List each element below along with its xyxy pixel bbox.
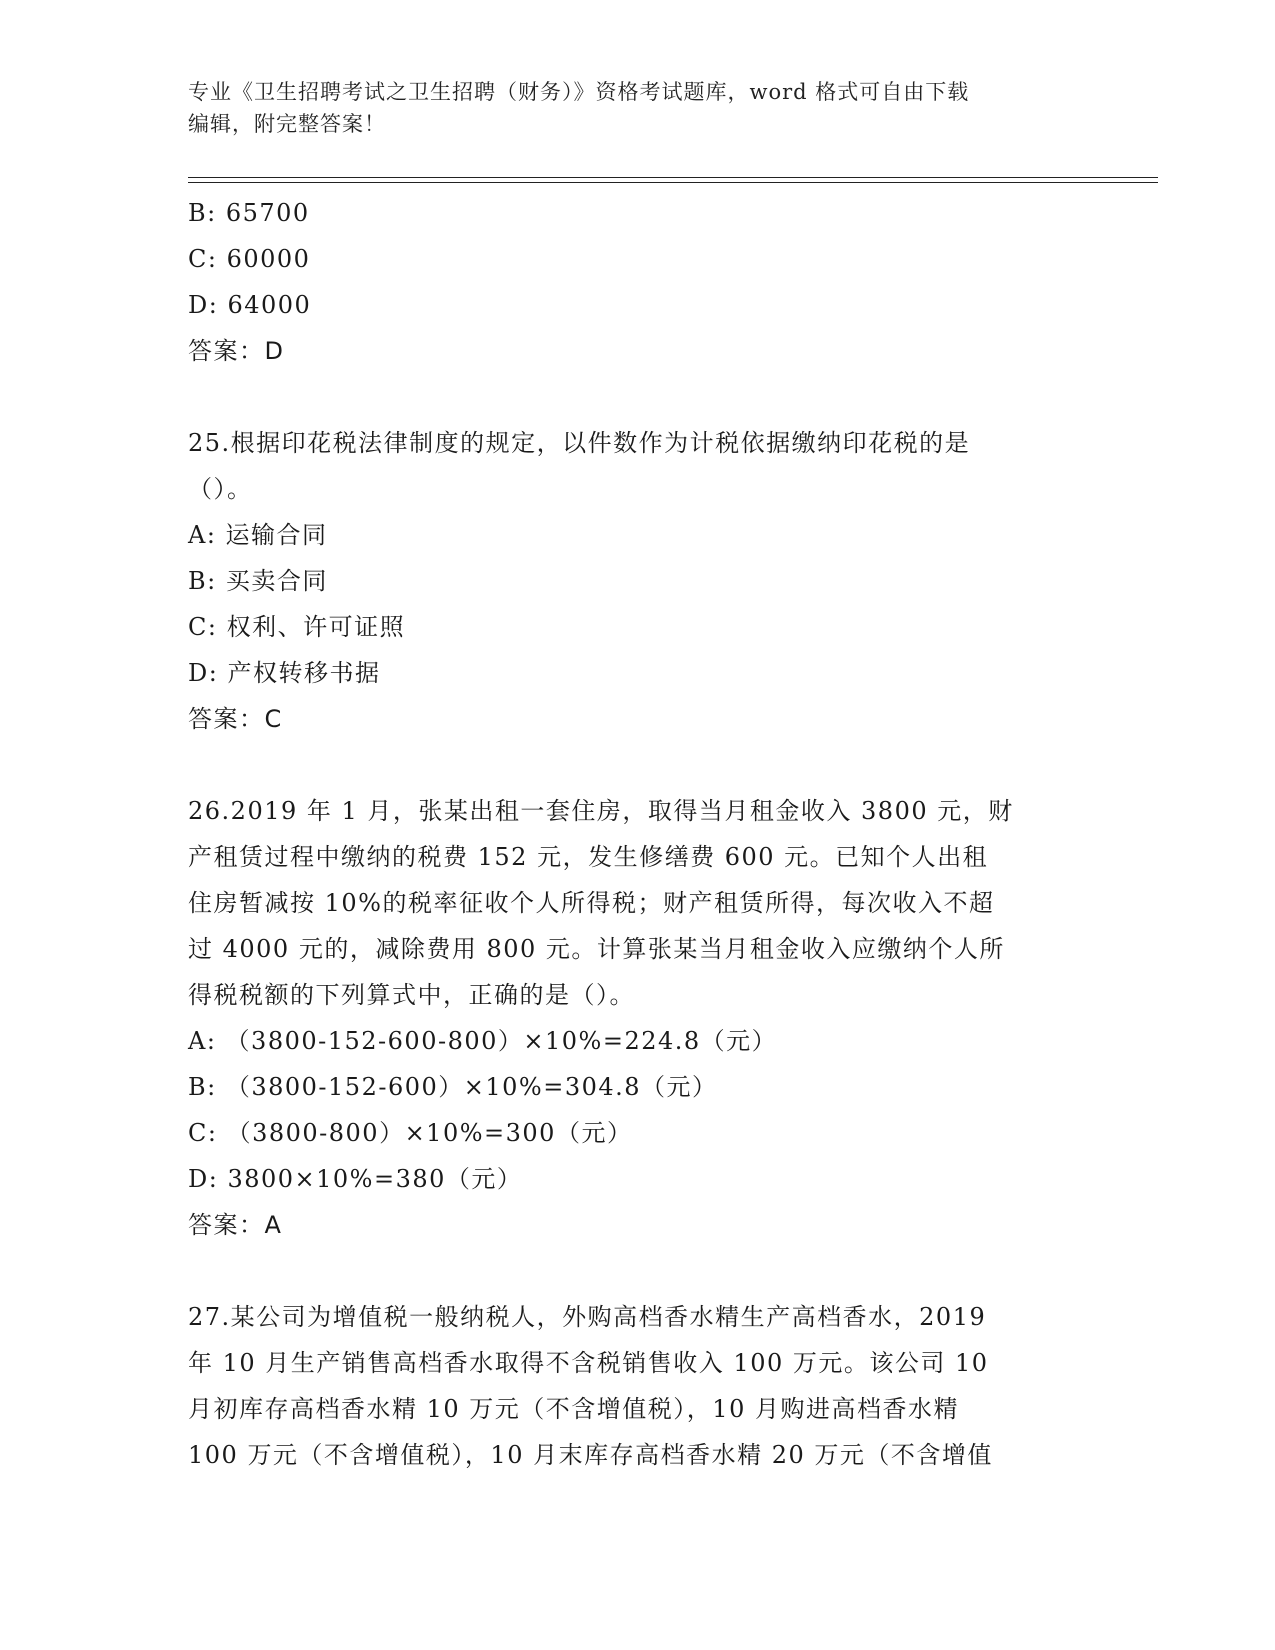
spacer (188, 742, 1088, 788)
q26-stem-line-1: 26.2019 年 1 月，张某出租一套住房，取得当月租金收入 3800 元，财 (188, 797, 1014, 825)
q25-stem-line-1: 25.根据印花税法律制度的规定，以件数作为计税依据缴纳印花税的是 (188, 429, 971, 457)
q25-answer: 答案：C (188, 705, 283, 733)
spacer (188, 374, 1088, 420)
header-line-1: 专业《卫生招聘考试之卫生招聘（财务）》资格考试题库，word 格式可自由下载 (188, 80, 970, 104)
q26-stem-line-3: 住房暂减按 10%的税率征收个人所得税；财产租赁所得，每次收入不超 (188, 889, 995, 917)
document-body (188, 190, 1088, 1478)
q24-option-c: C: 60000 (188, 245, 311, 273)
q26-stem-line-2: 产租赁过程中缴纳的税费 152 元，发生修缮费 600 元。已知个人出租 (188, 843, 989, 871)
q26-option-d: D: 3800×10%=380（元） (188, 1165, 523, 1193)
q25-stem-line-2: （）。 (188, 475, 253, 503)
page-header (188, 76, 1088, 140)
q25-option-a: A: 运输合同 (188, 521, 328, 549)
q26-option-b: B: （3800-152-600）×10%=304.8（元） (188, 1073, 718, 1101)
q27-stem-line-2: 年 10 月生产销售高档香水取得不含税销售收入 100 万元。该公司 10 (188, 1349, 989, 1377)
header-line-2: 编辑，附完整答案！ (188, 112, 386, 136)
q27-stem-line-1: 27.某公司为增值税一般纳税人，外购高档香水精生产高档香水，2019 (188, 1303, 987, 1331)
q27-stem-line-4: 100 万元（不含增值税），10 月末库存高档香水精 20 万元（不含增值 (188, 1441, 993, 1469)
q26-option-c: C: （3800-800）×10%=300（元） (188, 1119, 633, 1147)
q24-option-d: D: 64000 (188, 291, 312, 319)
q25-option-d: D: 产权转移书据 (188, 659, 381, 687)
q25-option-b: B: 买卖合同 (188, 567, 328, 595)
q27-stem-line-3: 月初库存高档香水精 10 万元（不含增值税），10 月购进高档香水精 (188, 1395, 959, 1423)
q26-answer: 答案：A (188, 1211, 283, 1239)
q26-option-a: A: （3800-152-600-800）×10%=224.8（元） (188, 1027, 778, 1055)
header-divider-top (188, 177, 1158, 178)
q26-stem-line-5: 得税税额的下列算式中，正确的是（）。 (188, 981, 635, 1009)
q24-option-b: B: 65700 (188, 199, 310, 227)
header-divider-bottom (188, 182, 1158, 183)
q25-option-c: C: 权利、许可证照 (188, 613, 406, 641)
spacer (188, 1248, 1088, 1294)
q26-stem-line-4: 过 4000 元的，减除费用 800 元。计算张某当月租金收入应缴纳个人所 (188, 935, 1005, 963)
q24-answer: 答案：D (188, 337, 285, 365)
